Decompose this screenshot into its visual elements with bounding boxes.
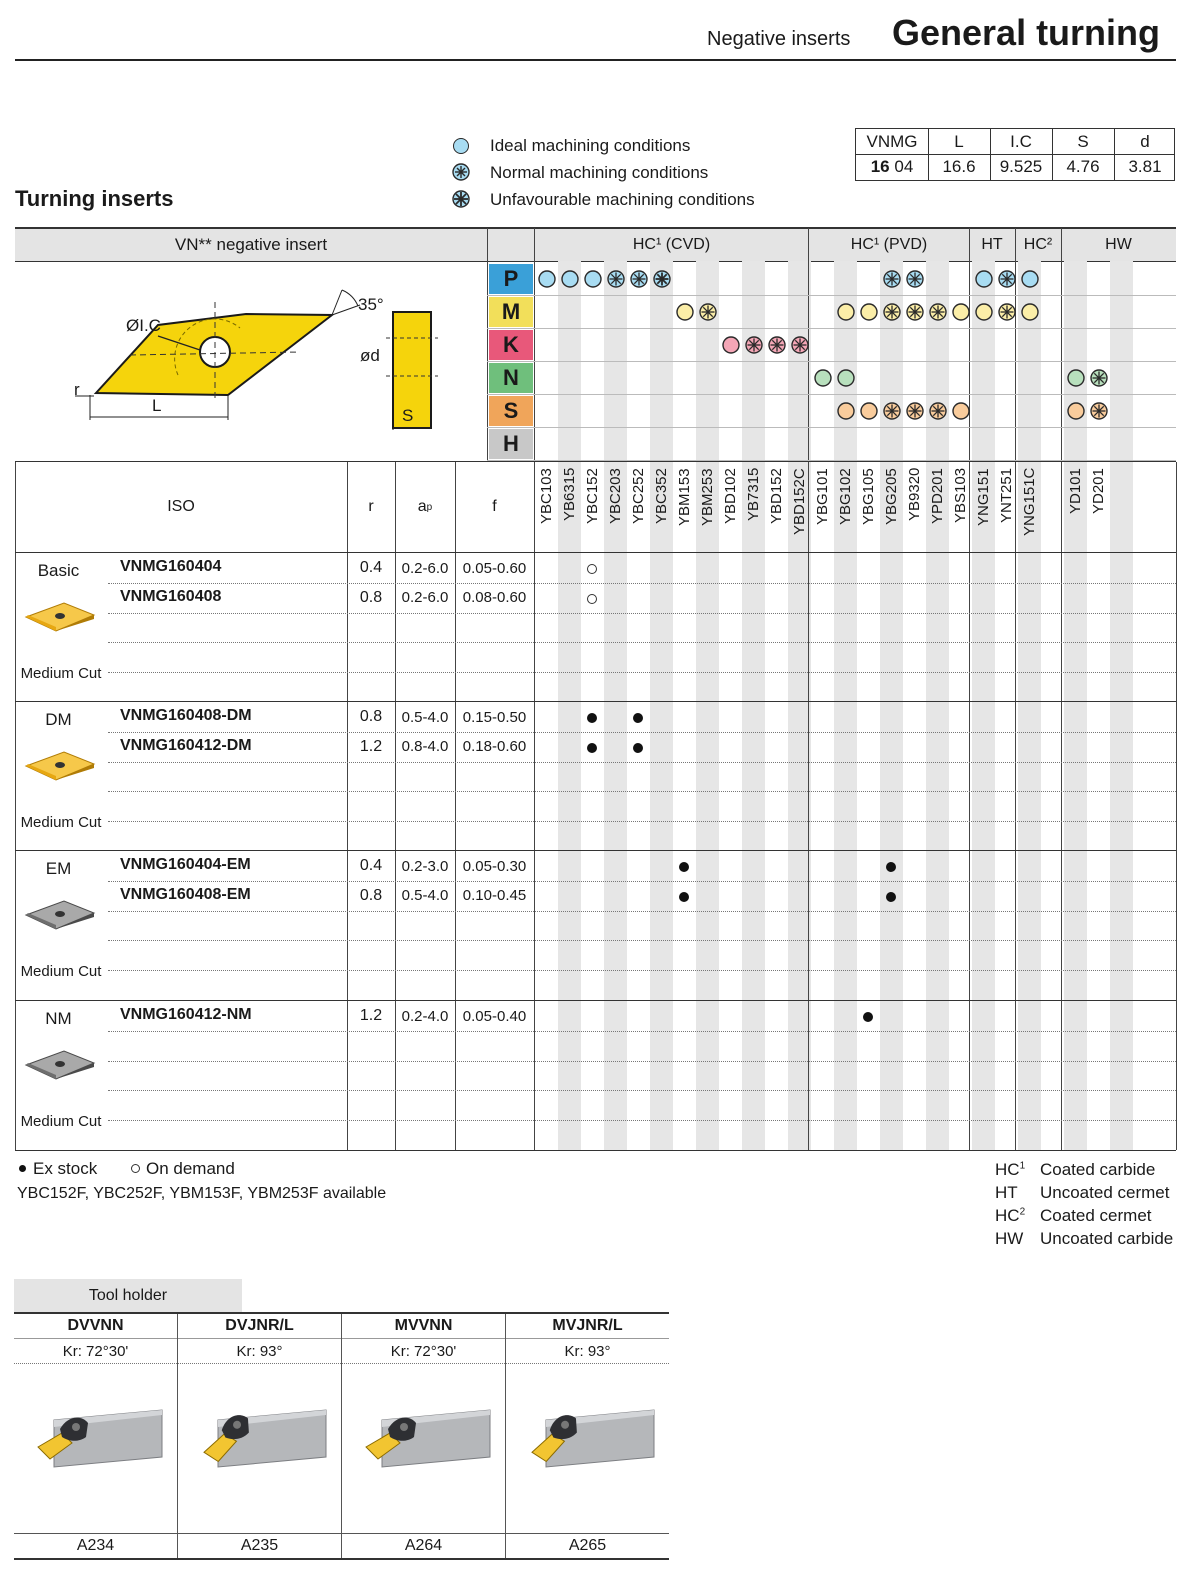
- holder-kr: Kr: 93°: [236, 1342, 283, 1360]
- on-demand-mark: [587, 564, 597, 574]
- ex-stock-mark: [886, 862, 896, 872]
- insert-diagram: [60, 280, 460, 445]
- ideal-condition-icon: [837, 303, 855, 321]
- depth-value: 0.5-4.0: [401, 887, 449, 905]
- ideal-condition-icon: [1067, 369, 1085, 387]
- page-title: Turning inserts: [15, 186, 174, 211]
- insert-icon: [24, 1049, 96, 1086]
- grade-column-label: YBM153: [676, 468, 693, 526]
- ideal-condition-icon: [814, 369, 832, 387]
- normal-condition-icon: [745, 336, 763, 354]
- dim-header-s: S: [1077, 131, 1089, 151]
- grade-column-label: YNT251: [998, 468, 1015, 524]
- dim-size-sub: 04: [894, 157, 914, 176]
- tool-holder-bottom-rule: [14, 1558, 669, 1560]
- grade-column-label: YBD102: [722, 468, 739, 524]
- dim-header-l: L: [954, 131, 964, 151]
- grade-code-main: HW: [995, 1229, 1024, 1248]
- table-bottom-rule: [15, 1150, 1176, 1151]
- ex-stock-mark: [679, 892, 689, 902]
- iso-code: VNMG160404: [120, 558, 222, 575]
- col-header-iso: ISO: [167, 498, 195, 515]
- label-d: ød: [360, 346, 380, 365]
- ideal-condition-icon: [561, 270, 579, 288]
- group-name: Basic: [37, 561, 80, 580]
- group-name: EM: [45, 859, 72, 878]
- normal-condition-icon: [906, 303, 924, 321]
- material-h: H: [489, 429, 533, 459]
- col-header-ap-sub: p: [426, 501, 433, 513]
- ideal-condition-icon: [860, 303, 878, 321]
- normal-condition-icon: [1090, 402, 1108, 420]
- ideal-condition-icon: [975, 270, 993, 288]
- feed-value: 0.05-0.30: [462, 857, 527, 875]
- ex-stock-icon: [19, 1165, 26, 1172]
- label-r: r: [74, 380, 80, 399]
- ideal-condition-icon: [975, 303, 993, 321]
- normal-condition-icon: [906, 270, 924, 288]
- normal-condition-icon: [883, 270, 901, 288]
- row-separator: [108, 642, 1176, 643]
- dim-size-main: 16: [870, 157, 890, 176]
- grade-code-main: HC: [995, 1206, 1020, 1225]
- label-s: S: [402, 406, 414, 425]
- row-separator: [108, 970, 1176, 971]
- dim-header-vnmg: VNMG: [866, 131, 918, 151]
- normal-condition-icon: [906, 402, 924, 420]
- grade-column-label: YBG105: [860, 468, 877, 525]
- ex-stock-mark: [863, 1012, 873, 1022]
- grade-code: [995, 1183, 1018, 1203]
- radius-value: 0.8: [359, 708, 383, 725]
- ex-stock-mark: [679, 862, 689, 872]
- grade-column-label: YBD152: [768, 468, 785, 524]
- grade-code: [995, 1160, 1025, 1180]
- ideal-condition-icon: [952, 303, 970, 321]
- ideal-condition-icon: [837, 369, 855, 387]
- grade-column-label: YD101: [1067, 468, 1084, 514]
- holder-page: A234: [76, 1537, 115, 1554]
- holder-page: A265: [568, 1537, 607, 1554]
- col-header-f: f: [492, 498, 497, 515]
- iso-code: VNMG160412-NM: [120, 1006, 252, 1023]
- grade-column-label: YBG101: [814, 468, 831, 525]
- material-row-line: [487, 427, 1176, 428]
- depth-value: 0.8-4.0: [401, 738, 449, 756]
- feed-value: 0.10-0.45: [462, 887, 527, 905]
- normal-condition-icon: [929, 402, 947, 420]
- col-header-r: r: [368, 498, 374, 515]
- radius-value: 1.2: [359, 737, 383, 755]
- ideal-condition-icon: [722, 336, 740, 354]
- feed-value: 0.08-0.60: [462, 589, 527, 607]
- grade-column-label: YBC152: [584, 468, 601, 524]
- radius-value: 0.4: [359, 857, 383, 874]
- grade-column-label: YNG151: [975, 468, 992, 526]
- grade-column-label: YBC252: [630, 468, 647, 524]
- row-separator: [108, 1031, 1176, 1032]
- row-separator: [108, 881, 1176, 882]
- iso-code: VNMG160412-DM: [120, 736, 252, 754]
- grid-divider: [1015, 228, 1016, 1150]
- normal-condition-icon: [1090, 369, 1108, 387]
- grade-column-label: YBD152C: [791, 468, 808, 535]
- depth-value: 0.2-4.0: [401, 1007, 449, 1025]
- group-name: NM: [45, 1009, 72, 1028]
- normal-condition-icon: [929, 303, 947, 321]
- grade-column-label: YBG102: [837, 468, 854, 525]
- holder-dotted: [178, 1363, 341, 1364]
- col-header-ap-main: a: [417, 498, 427, 515]
- dim-value-ic: 9.525: [999, 157, 1043, 176]
- insert-panel-title: VN** negative insert: [174, 234, 328, 254]
- radius-value: 1.2: [359, 1007, 383, 1024]
- row-separator: [108, 613, 1176, 614]
- material-row-line: [487, 394, 1176, 395]
- group-hc-cvd: HC¹ (CVD): [632, 235, 711, 253]
- grade-column-label: YBG205: [883, 468, 900, 525]
- cut-type-label: Medium Cut: [20, 814, 102, 831]
- page-header-title: General turning: [892, 12, 1161, 53]
- insert-icon: [24, 601, 96, 638]
- col-header-ap: [395, 462, 455, 552]
- ideal-condition-icon: [860, 402, 878, 420]
- normal-condition-icon: [883, 402, 901, 420]
- grade-code-sup: 1: [1019, 1160, 1026, 1172]
- unfavourable-condition-icon: [653, 270, 671, 288]
- ideal-condition-icon: [952, 402, 970, 420]
- material-row-line: [487, 361, 1176, 362]
- ideal-condition-icon: [1067, 402, 1085, 420]
- holder-name: DVVNN: [67, 1317, 124, 1334]
- grid-divider: [969, 228, 970, 1150]
- material-p: P: [489, 264, 533, 294]
- row-separator: [108, 732, 1176, 733]
- holder-name: MVJNR/L: [552, 1317, 623, 1334]
- tool-holder-image: [352, 1385, 502, 1490]
- feed-value: 0.15-0.50: [462, 708, 527, 726]
- on-demand-icon: [131, 1164, 140, 1173]
- legend-ideal: Ideal machining conditions: [490, 136, 691, 155]
- dim-value-s: 4.76: [1066, 157, 1100, 176]
- label-ic: ØI.C: [126, 316, 161, 335]
- grade-column-label: YBC352: [653, 468, 670, 524]
- radius-value: 0.4: [359, 559, 383, 576]
- iso-code: VNMG160408-EM: [120, 885, 251, 903]
- on-demand-label: On demand: [146, 1159, 235, 1178]
- normal-condition-icon: [630, 270, 648, 288]
- depth-value: 0.2-3.0: [401, 857, 449, 875]
- depth-value: 0.5-4.0: [401, 708, 449, 726]
- row-separator: [108, 1090, 1176, 1091]
- insert-icon: [24, 899, 96, 936]
- section-label: Negative inserts: [707, 28, 851, 50]
- normal-condition-icon: [998, 303, 1016, 321]
- grade-column-label: YBC103: [538, 468, 555, 524]
- row-separator: [108, 940, 1176, 941]
- grade-code: [995, 1229, 1023, 1249]
- material-n: N: [489, 363, 533, 393]
- iso-code: VNMG160408: [120, 587, 222, 605]
- ex-stock-mark: [886, 892, 896, 902]
- ideal-condition-icon: [538, 270, 556, 288]
- tool-holder-title: Tool holder: [88, 1286, 168, 1304]
- row-separator: [108, 911, 1176, 912]
- group-hw: HW: [1105, 235, 1132, 253]
- grade-column-label: YPD201: [929, 468, 946, 524]
- grade-code-sup: 2: [1019, 1206, 1026, 1218]
- material-m: M: [489, 297, 533, 327]
- header-divider: [15, 552, 1176, 553]
- group-name: DM: [45, 710, 72, 729]
- radius-value: 0.8: [359, 886, 383, 904]
- group-divider: [15, 701, 1176, 702]
- feed-value: 0.18-0.60: [462, 738, 527, 756]
- grade-description: Uncoated carbide: [1040, 1229, 1174, 1248]
- ex-stock-mark: [633, 743, 643, 753]
- ex-stock-mark: [633, 713, 643, 723]
- cut-type-label: Medium Cut: [20, 665, 102, 682]
- group-hc-pvd: HC¹ (PVD): [850, 235, 928, 253]
- group-divider: [15, 1000, 1176, 1001]
- depth-value: 0.2-6.0: [401, 589, 449, 607]
- grid-divider: [808, 228, 809, 1150]
- radius-value: 0.8: [359, 588, 383, 606]
- tool-holder-image: [188, 1385, 338, 1490]
- group-ht: HT: [981, 235, 1003, 253]
- grade-column-label: YB6315: [561, 468, 578, 522]
- grade-code-main: HT: [995, 1183, 1018, 1202]
- row-separator: [108, 791, 1176, 792]
- grade-code-main: HC: [995, 1160, 1020, 1179]
- holder-kr: Kr: 72°30': [390, 1342, 457, 1360]
- grid-divider: [1176, 462, 1177, 1150]
- on-demand-mark: [587, 594, 597, 604]
- ex-stock-mark: [587, 743, 597, 753]
- row-separator: [108, 1061, 1176, 1062]
- normal-condition-icon: [791, 336, 809, 354]
- holder-dotted: [506, 1363, 669, 1364]
- ideal-condition-icon: [1021, 270, 1039, 288]
- availability-note: YBC152F, YBC252F, YBM153F, YBM253F available: [17, 1185, 387, 1202]
- tool-holder-image: [24, 1385, 174, 1490]
- cut-type-label: Medium Cut: [20, 963, 102, 980]
- ideal-condition-icon: [1021, 303, 1039, 321]
- row-separator: [108, 1120, 1176, 1121]
- holder-name: DVJNR/L: [225, 1317, 294, 1334]
- holder-page: A235: [240, 1537, 279, 1554]
- dim-value-l: 16.6: [942, 157, 976, 176]
- holder-page: A264: [404, 1537, 443, 1554]
- dim-header-ic: I.C: [1010, 131, 1032, 151]
- normal-condition-icon: [883, 303, 901, 321]
- grid-divider: [534, 228, 535, 1150]
- grade-column-label: YB9320: [906, 468, 923, 522]
- normal-condition-icon: [607, 270, 625, 288]
- holder-dotted: [14, 1363, 177, 1364]
- grade-description: Uncoated cermet: [1040, 1183, 1170, 1202]
- holder-name: MVVNN: [394, 1317, 453, 1334]
- row-separator: [108, 762, 1176, 763]
- row-separator: [108, 583, 1176, 584]
- material-row-line: [487, 295, 1176, 296]
- ex-stock-label: Ex stock: [33, 1159, 98, 1178]
- label-l: L: [152, 396, 162, 415]
- grade-column-label: YD201: [1090, 468, 1107, 514]
- dim-value-d: 3.81: [1128, 157, 1162, 176]
- material-s: S: [489, 396, 533, 426]
- normal-condition-icon: [998, 270, 1016, 288]
- normal-condition-icon: [699, 303, 717, 321]
- feed-value: 0.05-0.60: [462, 559, 527, 577]
- cut-type-label: Medium Cut: [20, 1113, 102, 1130]
- material-row-line: [487, 328, 1176, 329]
- grade-description: Coated carbide: [1040, 1160, 1156, 1179]
- iso-code: VNMG160408-DM: [120, 707, 252, 724]
- material-k: K: [489, 330, 533, 360]
- ideal-condition-icon: [837, 402, 855, 420]
- grade-code: [995, 1206, 1025, 1226]
- depth-value: 0.2-6.0: [401, 559, 449, 577]
- grid-divider: [1061, 228, 1062, 1150]
- legend-normal: Normal machining conditions: [490, 163, 709, 182]
- ex-stock-mark: [587, 713, 597, 723]
- grade-column-label: YBC203: [607, 468, 624, 524]
- feed-value: 0.05-0.40: [462, 1007, 527, 1025]
- grade-column-label: YNG151C: [1021, 468, 1038, 537]
- grade-column-label: YBM253: [699, 468, 716, 526]
- iso-code: VNMG160404-EM: [120, 856, 251, 873]
- label-angle: 35°: [358, 295, 384, 314]
- row-separator: [108, 821, 1176, 822]
- tool-holder-image: [516, 1385, 666, 1490]
- grade-column-label: YBS103: [952, 468, 969, 524]
- legend-unfavourable: Unfavourable machining conditions: [490, 190, 755, 209]
- group-hc2: HC²: [1023, 235, 1053, 253]
- grade-description: Coated cermet: [1040, 1206, 1152, 1225]
- row-separator: [108, 672, 1176, 673]
- normal-condition-icon: [768, 336, 786, 354]
- grade-column-label: YB7315: [745, 468, 762, 522]
- holder-dotted: [342, 1363, 505, 1364]
- insert-icon: [24, 750, 96, 787]
- group-divider: [15, 850, 1176, 851]
- holder-kr: Kr: 72°30': [62, 1342, 129, 1360]
- dim-header-d: d: [1140, 131, 1150, 151]
- grade-column-label: [1041, 468, 1064, 548]
- ideal-condition-icon: [584, 270, 602, 288]
- holder-kr: Kr: 93°: [564, 1342, 611, 1360]
- ideal-condition-icon: [676, 303, 694, 321]
